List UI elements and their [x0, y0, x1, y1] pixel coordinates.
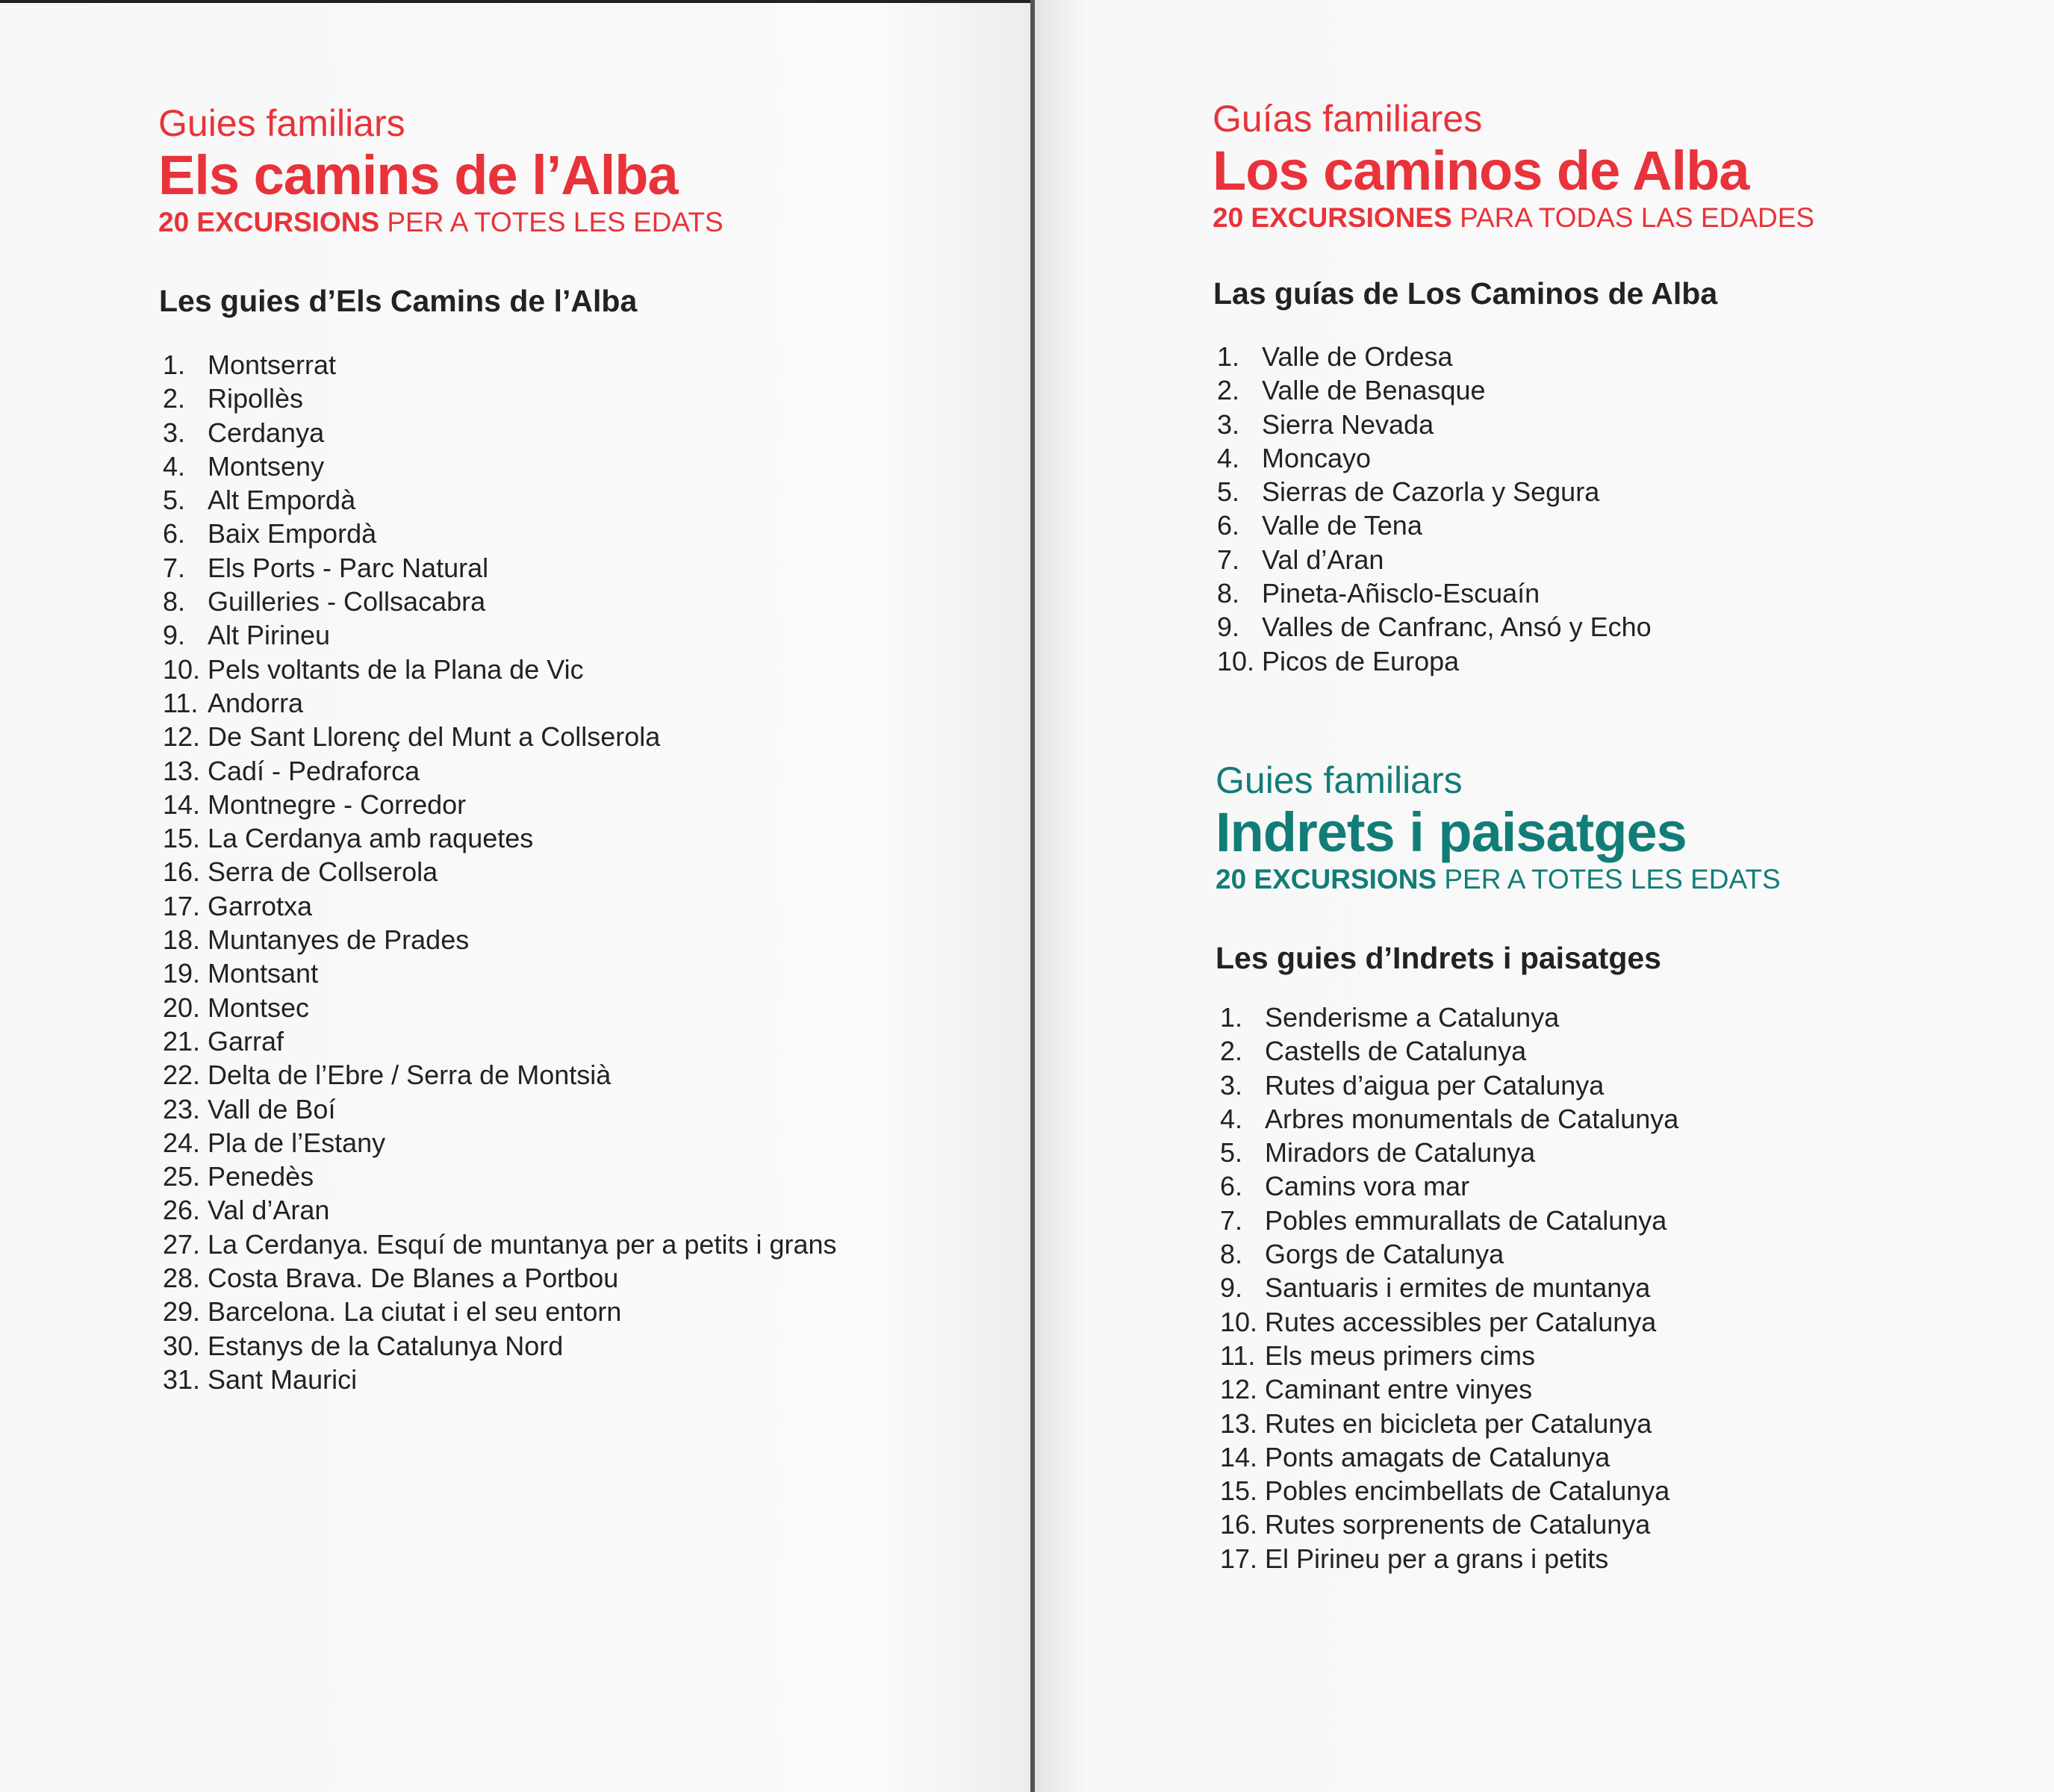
list-item	[163, 754, 837, 788]
item-number: 8.	[1220, 1239, 1243, 1270]
list-item	[163, 1329, 837, 1363]
list-item	[163, 483, 837, 517]
list-item	[1220, 1271, 1678, 1304]
subtitle-bold: 20 EXCURSIONES	[1213, 202, 1452, 233]
item-number: 7.	[163, 552, 186, 583]
subtitle-bold: 20 EXCURSIONS	[1216, 864, 1437, 895]
subtitle-bold: 20 EXCURSIONS	[158, 207, 380, 237]
item-label: La Cerdanya. Esquí de muntanya per a petits i grans	[208, 1228, 837, 1260]
item-number: 8.	[1217, 578, 1240, 609]
item-number: 10.	[1217, 645, 1255, 676]
item-label: Penedès	[208, 1161, 314, 1192]
item-label: Montserrat	[208, 349, 337, 380]
item-number: 1.	[1217, 341, 1240, 372]
list-item	[163, 1058, 837, 1092]
item-number: 7.	[1217, 544, 1240, 575]
item-label: Val d’Aran	[208, 1195, 330, 1226]
list-item	[1220, 1001, 1678, 1034]
list-item	[1217, 340, 1652, 373]
series-title: Los caminos de Alba	[1213, 140, 1749, 202]
list-item	[1217, 543, 1652, 576]
guide-list-alba-es	[1217, 340, 1652, 678]
series-subtitle	[1213, 202, 1814, 234]
item-number: 15.	[1220, 1475, 1258, 1507]
list-item	[1220, 1372, 1678, 1406]
list-item	[163, 788, 837, 821]
item-label: Muntanyes de Prades	[208, 924, 470, 956]
item-label: De Sant Llorenç del Munt a Collserola	[208, 721, 661, 753]
item-label: Arbres monumentals de Catalunya	[1265, 1103, 1679, 1134]
series-header-alba-es	[1213, 97, 1814, 234]
list-item	[163, 585, 837, 618]
list-item	[163, 1160, 837, 1193]
item-label: Pobles encimbellats de Catalunya	[1265, 1475, 1670, 1507]
item-label: Gorgs de Catalunya	[1265, 1239, 1504, 1270]
item-number: 5.	[163, 485, 186, 516]
item-label: Caminant entre vinyes	[1265, 1374, 1533, 1405]
list-item	[163, 517, 837, 550]
item-number: 11.	[163, 687, 199, 718]
kicker: Guies familiars	[158, 102, 405, 144]
item-label: Cadí - Pedraforca	[208, 755, 420, 786]
item-label: Pels voltants de la Plana de Vic	[208, 653, 584, 685]
item-label: Rutes d’aigua per Catalunya	[1265, 1069, 1605, 1101]
subtitle-rest: PER A TOTES LES EDATS	[1444, 864, 1781, 895]
item-number: 6.	[1217, 510, 1240, 541]
item-number: 12.	[1220, 1374, 1258, 1405]
item-label: Picos de Europa	[1262, 645, 1460, 676]
item-number: 22.	[163, 1060, 201, 1091]
list-item	[163, 449, 837, 483]
list-item	[163, 889, 837, 923]
list-item	[1220, 1339, 1678, 1372]
list-item	[1220, 1068, 1678, 1102]
item-number: 2.	[163, 383, 186, 414]
item-number: 9.	[163, 620, 186, 651]
item-label: Valle de Tena	[1262, 510, 1422, 541]
list-item	[1220, 1407, 1678, 1440]
list-item	[163, 686, 837, 720]
list-item	[163, 653, 837, 686]
item-label: Montseny	[208, 450, 325, 482]
item-number: 27.	[163, 1228, 201, 1260]
list-item	[163, 855, 837, 889]
list-item	[1220, 1305, 1678, 1339]
item-number: 12.	[163, 721, 201, 753]
item-label: Baix Empordà	[208, 518, 377, 550]
list-item	[163, 1193, 837, 1227]
list-item	[1220, 1474, 1678, 1508]
item-number: 1.	[1220, 1002, 1243, 1033]
list-item	[163, 923, 837, 956]
item-label: Andorra	[208, 687, 304, 718]
list-item	[163, 1126, 837, 1160]
item-number: 1.	[163, 349, 186, 380]
item-number: 17.	[163, 890, 201, 921]
item-label: Castells de Catalunya	[1265, 1036, 1527, 1067]
item-number: 2.	[1220, 1036, 1243, 1067]
item-number: 7.	[1220, 1204, 1243, 1236]
item-number: 30.	[163, 1330, 201, 1361]
item-label: Delta de l’Ebre / Serra de Montsià	[208, 1060, 611, 1091]
item-number: 8.	[163, 586, 186, 617]
item-number: 6.	[163, 518, 186, 550]
list-item	[1220, 1102, 1678, 1136]
list-item	[1220, 1034, 1678, 1068]
kicker: Guías familiares	[1213, 98, 1483, 140]
list-item	[1217, 508, 1652, 542]
list-item	[163, 382, 837, 415]
item-label: Ponts amagats de Catalunya	[1265, 1441, 1610, 1472]
item-number: 21.	[163, 1025, 201, 1057]
item-label: Valle de Benasque	[1262, 375, 1486, 406]
section-heading: Les guies d’Els Camins de l’Alba	[159, 284, 638, 318]
item-label: Santuaris i ermites de muntanya	[1265, 1272, 1651, 1304]
item-label: Valles de Canfranc, Ansó y Echo	[1262, 612, 1652, 643]
item-label: Alt Pirineu	[208, 620, 331, 651]
item-label: Pineta-Añisclo-Escuaín	[1262, 578, 1540, 609]
item-number: 3.	[163, 417, 186, 448]
item-number: 13.	[1220, 1407, 1258, 1439]
list-item	[163, 348, 837, 382]
item-label: Val d’Aran	[1262, 544, 1384, 575]
item-label: Pobles emmurallats de Catalunya	[1265, 1204, 1667, 1236]
item-label: Els Ports - Parc Natural	[208, 552, 489, 583]
series-title: Els camins de l’Alba	[158, 144, 678, 206]
item-number: 24.	[163, 1127, 201, 1158]
item-label: Miradors de Catalunya	[1265, 1137, 1536, 1169]
item-number: 3.	[1220, 1069, 1243, 1101]
kicker: Guies familiars	[1216, 759, 1463, 801]
item-label: Serra de Collserola	[208, 856, 438, 888]
list-item	[163, 1261, 837, 1295]
item-label: Estanys de la Catalunya Nord	[208, 1330, 564, 1361]
list-item	[1217, 373, 1652, 407]
list-item	[163, 1024, 837, 1058]
item-number: 4.	[1217, 442, 1240, 473]
item-label: Costa Brava. De Blanes a Portbou	[208, 1263, 619, 1294]
list-item	[163, 618, 837, 652]
item-label: Barcelona. La ciutat i el seu entorn	[208, 1296, 622, 1328]
list-item	[163, 1228, 837, 1261]
item-number: 15.	[163, 823, 201, 854]
item-label: Ripollès	[208, 383, 304, 414]
item-number: 18.	[163, 924, 201, 956]
list-item	[1220, 1542, 1678, 1575]
item-label: Senderisme a Catalunya	[1265, 1002, 1560, 1033]
item-number: 29.	[163, 1296, 201, 1328]
list-item	[163, 821, 837, 855]
item-number: 11.	[1220, 1340, 1256, 1371]
item-number: 10.	[1220, 1306, 1258, 1337]
item-number: 19.	[163, 958, 201, 989]
item-label: Montnegre - Corredor	[208, 788, 467, 820]
list-item	[163, 416, 837, 449]
item-label: Moncayo	[1262, 442, 1372, 473]
list-item	[163, 1092, 837, 1126]
item-label: Cerdanya	[208, 417, 325, 448]
item-label: Garraf	[208, 1025, 284, 1057]
item-number: 20.	[163, 992, 201, 1023]
series-subtitle	[1216, 863, 1781, 896]
item-label: Pla de l’Estany	[208, 1127, 386, 1158]
item-label: Sierras de Cazorla y Segura	[1262, 476, 1600, 508]
item-number: 2.	[1217, 375, 1240, 406]
item-label: Guilleries - Collsacabra	[208, 586, 486, 617]
item-label: El Pirineu per a grans i petits	[1265, 1543, 1609, 1574]
list-item	[1217, 441, 1652, 475]
item-number: 25.	[163, 1161, 201, 1192]
item-label: Sant Maurici	[208, 1363, 358, 1395]
list-item	[1217, 408, 1652, 441]
list-item	[1217, 576, 1652, 610]
item-number: 4.	[1220, 1103, 1243, 1134]
list-item	[1220, 1169, 1678, 1203]
item-number: 10.	[163, 653, 201, 685]
item-number: 26.	[163, 1195, 201, 1226]
item-label: Valle de Ordesa	[1262, 341, 1453, 372]
item-label: Alt Empordà	[208, 485, 356, 516]
item-number: 4.	[163, 450, 186, 482]
item-label: Garrotxa	[208, 890, 313, 921]
item-label: Vall de Boí	[208, 1093, 336, 1124]
series-header-indrets	[1216, 759, 1781, 896]
list-item	[163, 991, 837, 1024]
item-number: 5.	[1220, 1137, 1243, 1169]
item-number: 16.	[163, 856, 201, 888]
list-item	[163, 1295, 837, 1328]
item-number: 28.	[163, 1263, 201, 1294]
series-subtitle	[158, 206, 723, 239]
item-number: 9.	[1217, 612, 1240, 643]
item-number: 14.	[1220, 1441, 1258, 1472]
section-heading: Las guías de Los Caminos de Alba	[1213, 276, 1718, 311]
list-item	[163, 720, 837, 753]
list-item	[163, 1363, 837, 1396]
list-item	[1220, 1440, 1678, 1474]
item-number: 9.	[1220, 1272, 1243, 1304]
right-page	[1035, 0, 2054, 1792]
subtitle-rest: PER A TOTES LES EDATS	[387, 207, 723, 237]
item-label: Sierra Nevada	[1262, 408, 1434, 440]
subtitle-rest: PARA TODAS LAS EDADES	[1460, 202, 1815, 233]
list-item	[1220, 1136, 1678, 1169]
item-number: 6.	[1220, 1171, 1243, 1202]
item-label: Montsec	[208, 992, 310, 1023]
list-item	[1220, 1237, 1678, 1271]
top-edge	[0, 0, 1035, 3]
item-number: 3.	[1217, 408, 1240, 440]
list-item	[1217, 475, 1652, 508]
guide-list-indrets	[1220, 1001, 1678, 1575]
section-heading: Les guies d’Indrets i paisatges	[1216, 941, 1661, 975]
item-number: 13.	[163, 755, 201, 786]
item-number: 31.	[163, 1363, 201, 1395]
series-header-alba-ca	[158, 102, 723, 239]
item-number: 5.	[1217, 476, 1240, 508]
list-item	[163, 956, 837, 990]
item-label: Rutes accessibles per Catalunya	[1265, 1306, 1657, 1337]
list-item	[163, 551, 837, 585]
item-label: Montsant	[208, 958, 319, 989]
item-number: 23.	[163, 1093, 201, 1124]
item-number: 17.	[1220, 1543, 1258, 1574]
item-label: Els meus primers cims	[1265, 1340, 1536, 1371]
item-label: Rutes en bicicleta per Catalunya	[1265, 1407, 1652, 1439]
item-number: 16.	[1220, 1509, 1258, 1540]
series-title: Indrets i paisatges	[1216, 801, 1687, 863]
guide-list-alba-ca	[163, 348, 837, 1396]
list-item	[1217, 644, 1652, 678]
list-item	[1220, 1204, 1678, 1237]
item-label: La Cerdanya amb raquetes	[208, 823, 534, 854]
list-item	[1217, 610, 1652, 644]
item-label: Camins vora mar	[1265, 1171, 1470, 1202]
list-item	[1220, 1508, 1678, 1541]
item-number: 14.	[163, 788, 201, 820]
item-label: Rutes sorprenents de Catalunya	[1265, 1509, 1651, 1540]
